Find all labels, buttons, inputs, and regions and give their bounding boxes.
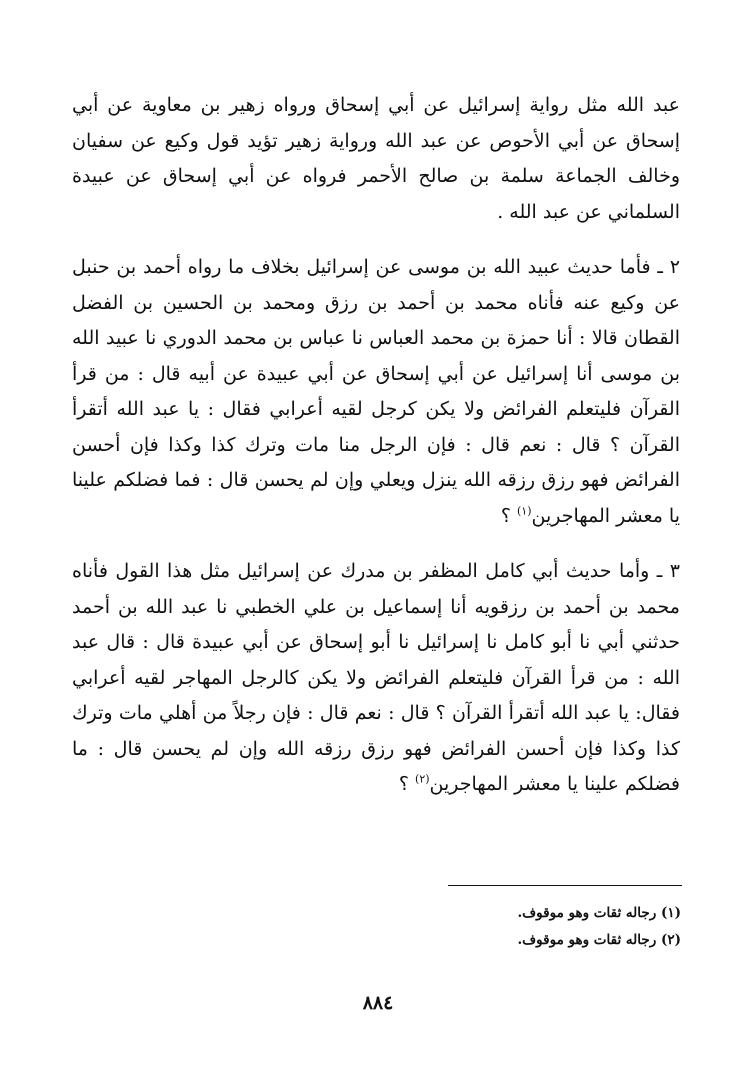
footnotes: [300, 900, 681, 954]
paragraph: [72, 554, 680, 803]
paragraph-text: ٣ ـ وأما حديث أبي كامل المظفر بن مدرك عن إسرائيل مثل هذا القول فأناه محمد بن أحمد بن رزقويه أنا إسماعيل بن علي الخطبي نا عبد الله بن أحمد حدثني أبي نا أبو كامل نا إسرائيل نا أبو إسحاق عن أبي عبيدة قال : قال عبد الله : من قرأ القرآن فليتعلم الفرائض ولا يكن كالرجل المهاجر لقيه أعرابي فقال: يا عبد الله أتقرأ القرآن ؟ قال : نعم قال : فإن رجلاً من أهلي مات وترك كذا وكذا فإن أحسن الفرائض فهو رزق رزقه الله وإن لم يحسن قال : ما فضلكم علينا يا معشر المهاجرين: [72, 560, 680, 795]
footnote: (٢) رجاله ثقات وهو موقوف.: [517, 932, 681, 948]
paragraph-text: عبد الله مثل رواية إسرائيل عن أبي إسحاق ورواه زهير بن معاوية عن أبي إسحاق عن أبي الأحوص عن عبد الله ورواية زهير تؤيد قول وكيع عن سفيان وخالف الجماعة سلمة بن صالح الأحمر فرواه عن أبي إسحاق عن عبيدة السلماني عن عبد الله .: [72, 94, 680, 223]
main-text: [72, 88, 680, 803]
footnote: (١) رجاله ثقات وهو موقوف.: [517, 905, 681, 921]
paragraph: [72, 250, 680, 534]
paragraph-text: ٢ ـ فأما حديث عبيد الله بن موسى عن إسرائيل بخلاف ما رواه أحمد بن حنبل عن وكيع عنه فأناه محمد بن أحمد بن رزق ومحمد بن الحسين بن الفضل القطان قالا : أنا حمزة بن محمد العباس نا عباس بن محمد الدوري نا عبيد الله بن موسى أنا إسرائيل عن أبي إسحاق عن أبي عبيدة عن أبيه قال : من قرأ القرآن فليتعلم الفرائض ولا يكن كرجل لقيه أعرابي فقال : يا عبد الله أتقرأ القرآن ؟ قال : نعم قال : فإن الرجل منا مات وترك كذا وكذا فإن أحسن الفرائض فهو رزق رزقه الله ينزل ويعلي وإن لم يحسن قال : فما فضلكم علينا يا معشر المهاجرين: [72, 256, 680, 527]
footnote-separator: [448, 885, 682, 886]
footnote-ref: (٢): [415, 772, 430, 786]
paragraph: [72, 88, 680, 230]
paragraph-tail: ؟: [398, 773, 416, 795]
page-number: ٨٨٤: [362, 992, 394, 1014]
paragraph-tail: ؟: [500, 504, 517, 527]
footnote-ref: (١): [516, 504, 532, 518]
